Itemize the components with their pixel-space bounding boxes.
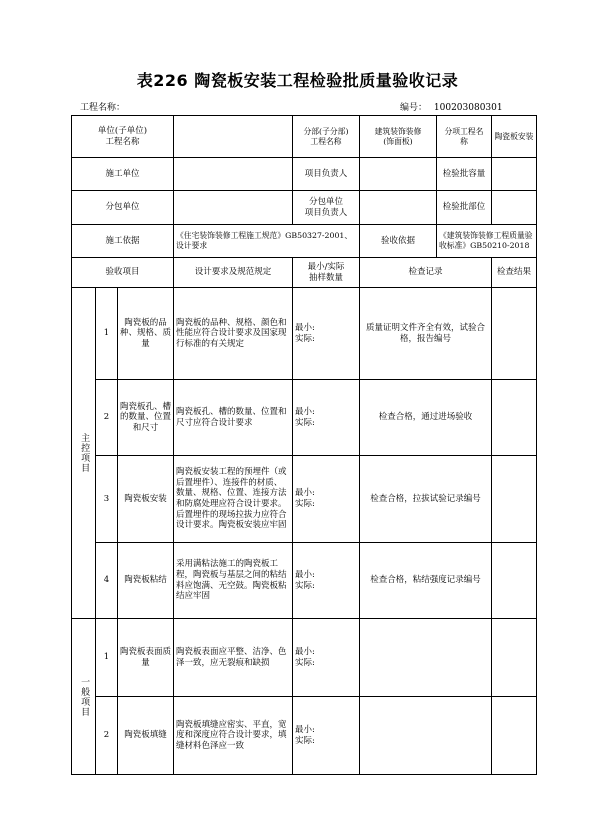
header-row-basis [72, 225, 537, 258]
item-record: 检查合格，拉拔试验记录编号 [360, 456, 492, 543]
batch-location-label: 检验批部位 [437, 191, 492, 225]
unit-name-label: 单位(子单位) 工程名称 [72, 116, 174, 158]
main-group-label: 主控项目 [72, 288, 96, 619]
col-result-header: 检查结果 [492, 258, 537, 288]
col-item-header: 验收项目 [72, 258, 174, 288]
unit-name-value[interactable] [174, 116, 293, 158]
item-number: 2 [96, 697, 118, 775]
subunit-name-value: 建筑装饰装修 (饰面板) [360, 116, 437, 158]
item-result[interactable] [492, 456, 537, 543]
item-number: 4 [96, 543, 118, 619]
header-row-construction [72, 158, 537, 191]
acceptance-basis-value: 《建筑装饰装修工程质量验收标准》GB50210-2018 [437, 225, 537, 258]
col-sample-header: 最小/实际 抽样数量 [293, 258, 360, 288]
basis-label: 施工依据 [72, 225, 174, 258]
item-name-value: 陶瓷板安装 [492, 116, 537, 158]
main-item-row [72, 543, 537, 619]
project-lead-label: 项目负责人 [293, 158, 360, 191]
item-name: 陶瓷板孔、槽的数量、位置和尺寸 [118, 380, 174, 456]
subunit-name-label: 分部(子分部) 工程名称 [293, 116, 360, 158]
general-item-row [72, 697, 537, 775]
item-requirement: 陶瓷板表面应平整、洁净、色泽一致，应无裂痕和缺损 [174, 619, 293, 697]
item-sample[interactable]: 最小: 实际: [293, 288, 360, 380]
item-result[interactable] [492, 619, 537, 697]
col-requirement-header: 设计要求及规范规定 [174, 258, 293, 288]
item-sample[interactable]: 最小: 实际: [293, 619, 360, 697]
item-requirement: 陶瓷板填缝应密实、平直，宽度和深度应符合设计要求，填缝材料色泽应一致 [174, 697, 293, 775]
subcontract-unit-label: 分包单位 [72, 191, 174, 225]
serial-number [400, 100, 503, 113]
main-item-row [72, 456, 537, 543]
general-item-row [72, 619, 537, 697]
item-name: 陶瓷板填缝 [118, 697, 174, 775]
main-item-row [72, 380, 537, 456]
header-row-subcontract [72, 191, 537, 225]
item-number: 2 [96, 380, 118, 456]
general-group-label: 一般项目 [72, 619, 96, 775]
item-record: 质量证明文件齐全有效，试验合格，报告编号 [360, 288, 492, 380]
subcontract-lead-value[interactable] [360, 191, 437, 225]
item-requirement: 陶瓷板孔、槽的数量、位置和尺寸应符合设计要求 [174, 380, 293, 456]
batch-capacity-label: 检验批容量 [437, 158, 492, 191]
item-name: 陶瓷板表面质量 [118, 619, 174, 697]
subcontract-unit-value[interactable] [174, 191, 293, 225]
item-result[interactable] [492, 380, 537, 456]
batch-capacity-value[interactable] [492, 158, 537, 191]
construction-unit-value[interactable] [174, 158, 293, 191]
item-result[interactable] [492, 543, 537, 619]
item-sample[interactable]: 最小: 实际: [293, 697, 360, 775]
inspection-form-table [71, 115, 537, 775]
header-row-project [72, 116, 537, 158]
item-sample[interactable]: 最小: 实际: [293, 456, 360, 543]
item-record: 检查合格，粘结强度记录编号 [360, 543, 492, 619]
item-requirement: 陶瓷板安装工程的预埋件（或后置埋件）、连接件的材质、数量、规格、位置、连接方法和防腐处理应符合设计要求。后置埋件的现场拉拔力应符合设计要求。陶瓷板安装应牢固 [174, 456, 293, 543]
acceptance-basis-label: 验收依据 [360, 225, 437, 258]
item-requirement: 采用满粘法施工的陶瓷板工程，陶瓷板与基层之间的粘结料应饱满、无空鼓。陶瓷板粘结应牢固 [174, 543, 293, 619]
main-item-row [72, 288, 537, 380]
project-name-label: 工程名称： [80, 103, 126, 113]
document-title: 表226 陶瓷板安装工程检验批质量验收记录 [136, 71, 459, 90]
item-number: 1 [96, 288, 118, 380]
item-name: 陶瓷板安装 [118, 456, 174, 543]
item-result[interactable] [492, 288, 537, 380]
item-sample[interactable]: 最小: 实际: [293, 380, 360, 456]
item-record: 检查合格，通过进场验收 [360, 380, 492, 456]
project-lead-value[interactable] [360, 158, 437, 191]
item-number: 1 [96, 619, 118, 697]
column-header-row [72, 258, 537, 288]
item-number: 3 [96, 456, 118, 543]
item-result[interactable] [492, 697, 537, 775]
item-sample[interactable]: 最小: 实际: [293, 543, 360, 619]
item-record[interactable] [360, 619, 492, 697]
subcontract-lead-label: 分包单位 项目负责人 [293, 191, 360, 225]
col-record-header: 检查记录 [360, 258, 492, 288]
item-name: 陶瓷板粘结 [118, 543, 174, 619]
serial-value: 100203080301 [433, 103, 503, 113]
item-name-label: 分项工程名 称 [437, 116, 492, 158]
item-requirement: 陶瓷板的品种、规格、颜色和性能应符合设计要求及国家现行标准的有关规定 [174, 288, 293, 380]
construction-unit-label: 施工单位 [72, 158, 174, 191]
item-name: 陶瓷板的品种、规格、质量 [118, 288, 174, 380]
serial-label: 编号： [400, 103, 428, 113]
item-record[interactable] [360, 697, 492, 775]
basis-value: 《住宅装饰装修工程施工规范》GB50327-2001、设计要求 [174, 225, 360, 258]
batch-location-value[interactable] [492, 191, 537, 225]
